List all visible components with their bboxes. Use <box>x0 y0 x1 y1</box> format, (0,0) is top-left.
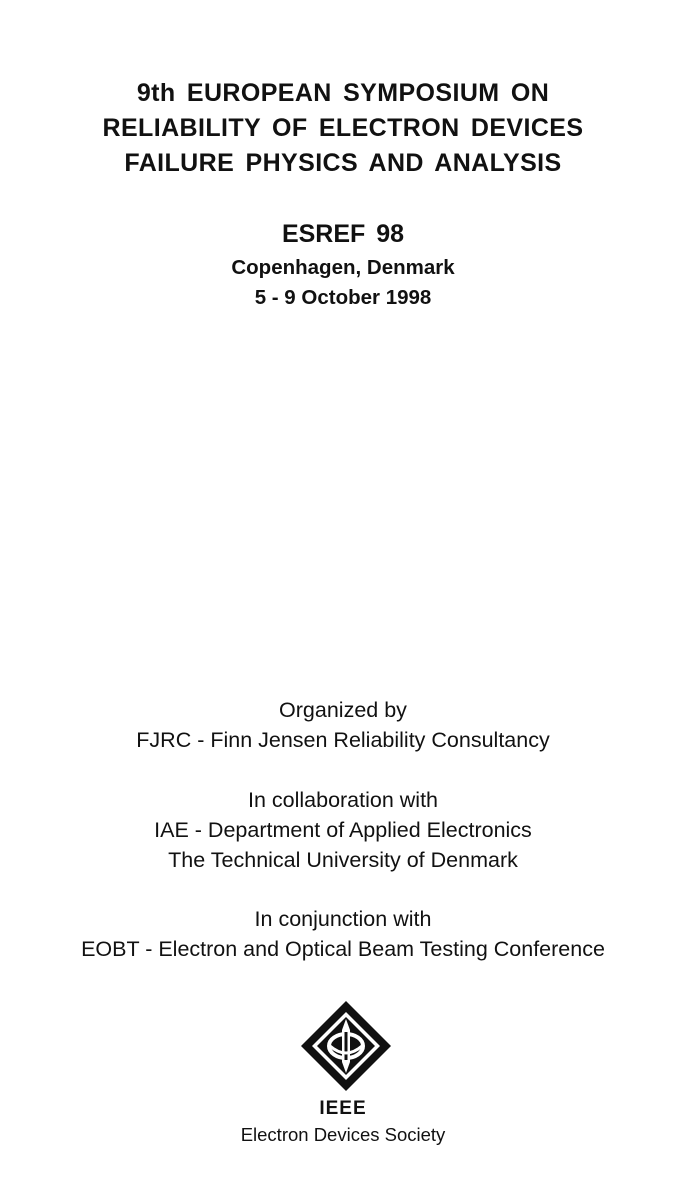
collaboration-line-1: IAE - Department of Applied Electronics <box>154 818 532 842</box>
event-dates: 5 - 9 October 1998 <box>254 286 432 309</box>
title-line-1: 9th EUROPEAN SYMPOSIUM ON <box>136 79 550 107</box>
conjunction-label: In conjunction with <box>254 907 432 931</box>
conjunction-name: EOBT - Electron and Optical Beam Testing Conference <box>81 937 605 961</box>
society-name: Electron Devices Society <box>240 1124 446 1145</box>
organizer-name: FJRC - Finn Jensen Reliability Consultancy <box>136 728 550 752</box>
title-line-3: FAILURE PHYSICS AND ANALYSIS <box>124 149 562 177</box>
collaboration-line-2: The Technical University of Denmark <box>168 848 518 872</box>
organizer-label: Organized by <box>279 698 407 722</box>
title-line-2: RELIABILITY OF ELECTRON DEVICES <box>102 114 584 142</box>
event-name: ESREF 98 <box>281 220 405 248</box>
event-location: Copenhagen, Denmark <box>231 256 455 279</box>
ieee-logo-text: IEEE <box>319 1098 367 1119</box>
ieee-diamond-logo-icon <box>300 1000 392 1092</box>
collaboration-label: In collaboration with <box>247 788 439 812</box>
